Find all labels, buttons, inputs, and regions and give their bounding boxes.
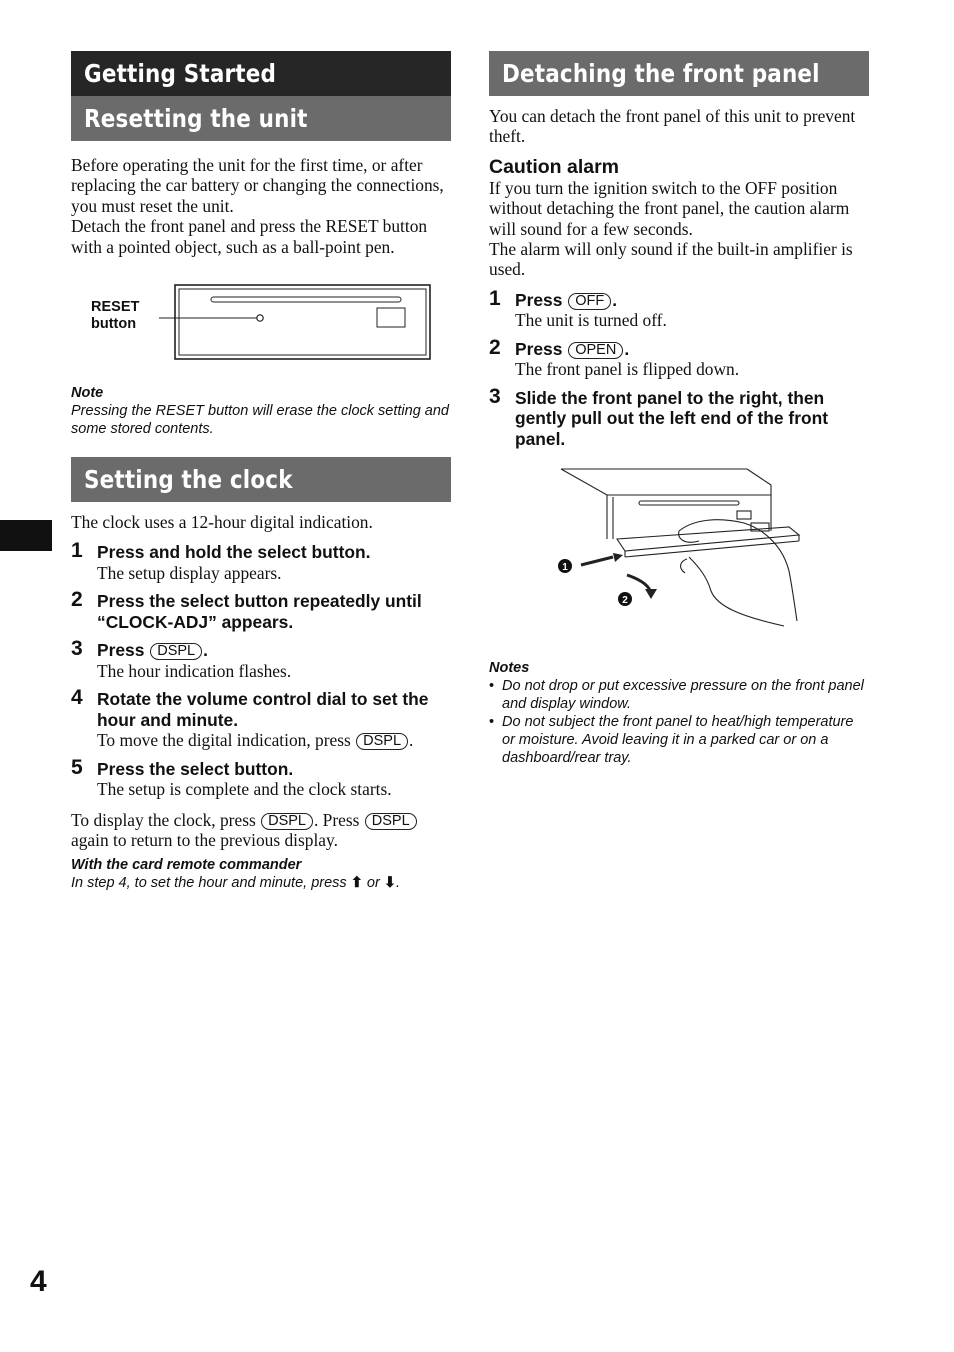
display-window	[377, 308, 405, 327]
front-panel-shape	[617, 527, 799, 551]
detach-title: Detaching the front panel	[502, 59, 820, 88]
reset-button-icon	[257, 315, 263, 321]
unit-outer-frame	[175, 285, 430, 359]
car-stereo-unit-diagram	[71, 265, 451, 370]
clock-step-2: 2 Press the select button repeatedly until “CLOCK-ADJ” appears.	[71, 588, 422, 632]
right-column	[489, 51, 869, 767]
unit-inner-frame	[179, 289, 426, 355]
dspl-key: DSPL	[365, 813, 417, 830]
detach-step-2: 2 Press OPEN . The front panel is flipped down.	[489, 335, 740, 380]
section-title: Getting Started	[84, 59, 277, 88]
detach-step-3: 3 Slide the front panel to the right, then gently pull out the left end of the front panel.	[489, 384, 828, 449]
dspl-key: DSPL	[261, 813, 313, 830]
caution-alarm-heading: Caution alarm	[489, 155, 620, 178]
callout-1: 1	[562, 562, 568, 574]
reset-paragraph-2: Detach the front panel and press the RESET button with a pointed object, such as a ball-point pen.	[71, 216, 428, 257]
clock-step-3: 3 Press DSPL . The hour indication flashes.	[71, 637, 292, 681]
clock-step-5: 5 Press the select button. The setup is complete and the clock starts.	[71, 755, 392, 800]
clock-title: Setting the clock	[84, 465, 293, 495]
caution-alarm-text-2: The alarm will only sound if the built-in amplifier is used.	[489, 239, 853, 280]
arrow-down-icon: ⬇	[383, 875, 396, 892]
notes-title: Notes	[489, 660, 530, 677]
callout-2: 2	[622, 595, 628, 607]
dspl-key: DSPL	[150, 643, 202, 660]
note-text: Pressing the RESET button will erase the clock setting and some stored contents.	[71, 403, 449, 438]
left-column	[71, 51, 451, 892]
detach-intro: You can detach the front panel of this unit to prevent theft.	[489, 106, 856, 147]
detach-figure	[489, 461, 869, 651]
reset-paragraph-1: Before operating the unit for the first time, or after replacing the car battery or changing the connections, you must reset the unit.	[71, 155, 444, 216]
remote-text: In step 4, to set the hour and minute, press ⬆ or ⬇.	[71, 875, 401, 892]
unit-top-edge	[561, 469, 771, 495]
arrow-right-icon	[581, 557, 613, 565]
detach-step-1: 1 Press OFF . The unit is turned off.	[489, 286, 667, 331]
notes-list	[489, 677, 869, 767]
arrow-up-icon: ⬆	[350, 875, 363, 892]
section-tab-marker	[0, 520, 52, 551]
heading-resetting-the-unit	[71, 96, 451, 141]
disc-slot	[211, 297, 401, 302]
section-header-getting-started	[71, 51, 451, 96]
list-item: • Do not subject the front panel to heat/high temperature or moisture. Avoid leaving it in a parked car or on a dashboard/rear tray.	[489, 714, 854, 767]
remote-title: With the card remote commander	[71, 857, 302, 874]
dspl-key: DSPL	[356, 733, 408, 750]
reset-figure-label: RESET button	[91, 299, 140, 333]
note-title: Note	[71, 385, 104, 402]
open-key: OPEN	[568, 342, 623, 359]
heading-setting-the-clock	[71, 457, 451, 502]
clock-step-4: 4 Rotate the volume control dial to set the hour and minute. To move the digital indication, press DSPL .	[71, 686, 429, 751]
reset-title: Resetting the unit	[84, 104, 308, 133]
caution-alarm-text: If you turn the ignition switch to the OFF position without detaching the front panel, the caution alarm will sound for a few seconds.	[489, 177, 850, 239]
hand-outline	[679, 520, 797, 621]
page-number: 4	[30, 1265, 47, 1298]
list-item: • Do not drop or put excessive pressure on the front panel and display window.	[489, 678, 864, 713]
heading-detaching-front-panel	[489, 51, 869, 96]
front-panel-detach-illustration	[489, 461, 869, 651]
clock-display-instructions: To display the clock, press DSPL . Press DSPL again to return to the previous display.	[71, 810, 451, 851]
clock-step-1: 1 Press and hold the select button. The setup display appears.	[71, 539, 371, 583]
reset-figure	[71, 265, 451, 370]
off-key: OFF	[568, 293, 611, 310]
clock-intro: The clock uses a 12-hour digital indication.	[71, 512, 373, 533]
